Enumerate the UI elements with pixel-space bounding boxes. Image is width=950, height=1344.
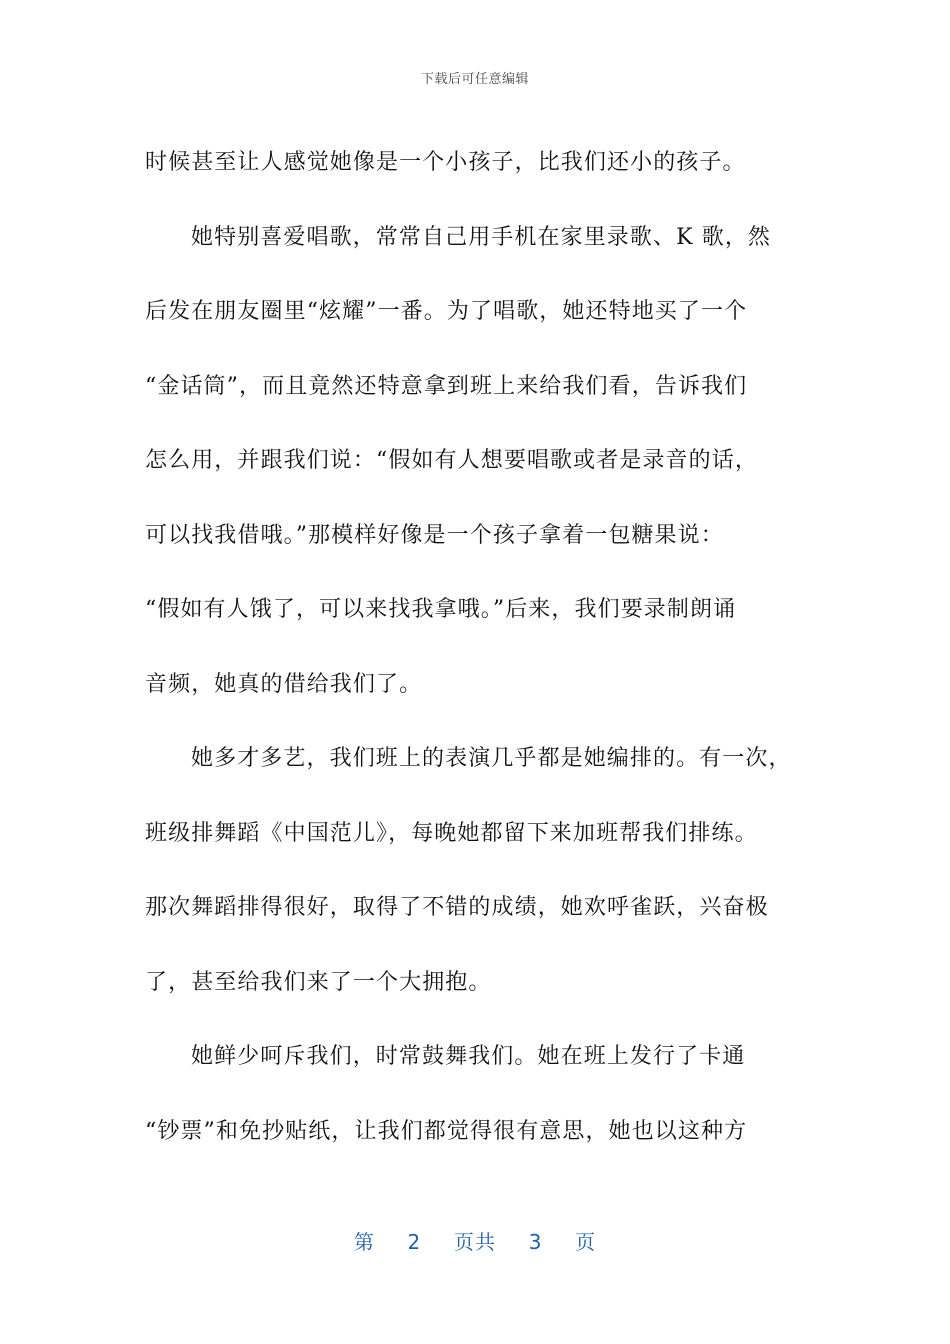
text-line-7: “假如有人饿了，可以来找我拿哦。”后来，我们要录制朗诵 bbox=[145, 597, 737, 622]
text-line-14: “钞票”和免抄贴纸，让我们都觉得很有意思，她也以这种方 bbox=[145, 1118, 748, 1144]
page-header: 下载后可任意编辑 bbox=[420, 72, 529, 87]
current-page-number: 2 bbox=[407, 1230, 422, 1254]
text-line-6: 可以找我借哦。”那模样好像是一个孩子拿着一包糖果说： bbox=[145, 522, 724, 548]
text-line-1: 时候甚至让人感觉她像是一个小孩子，比我们还小的孩子。 bbox=[145, 150, 746, 175]
footer-suffix: 页 bbox=[575, 1230, 597, 1254]
text-line-9: 她多才多艺，我们班上的表演几乎都是她编排的。有一次， bbox=[191, 746, 792, 771]
total-page-count: 3 bbox=[528, 1230, 543, 1254]
text-line-12: 了，甚至给我们来了一个大拥抱。 bbox=[145, 969, 492, 995]
text-line-11: 那次舞蹈排得很好，取得了不错的成绩，她欢呼雀跃，兴奋极 bbox=[145, 895, 769, 920]
text-line-10: 班级排舞蹈《中国范儿》，每晚她都留下来加班帮我们排练。 bbox=[145, 820, 758, 846]
text-line-4: “金话筒”，而且竟然还特意拿到班上来给我们看，告诉我们 bbox=[145, 373, 748, 399]
footer-middle: 页共 bbox=[454, 1230, 496, 1254]
text-line-3: 后发在朋友圈里“炫耀”一番。为了唱歌，她还特地买了一个 bbox=[145, 299, 748, 324]
document-body bbox=[145, 126, 810, 1169]
text-line-13: 她鲜少呵斥我们，时常鼓舞我们。她在班上发行了卡通 bbox=[191, 1044, 746, 1069]
page-number-footer bbox=[0, 1226, 950, 1255]
footer-prefix: 第 bbox=[353, 1230, 375, 1254]
text-line-8: 音频，她真的借给我们了。 bbox=[145, 671, 423, 697]
text-line-5: 怎么用，并跟我们说：“假如有人想要唱歌或者是录音的话， bbox=[145, 448, 758, 473]
text-line-2: 她特别喜爱唱歌，常常自己用手机在家里录歌、K 歌，然 bbox=[191, 224, 772, 250]
